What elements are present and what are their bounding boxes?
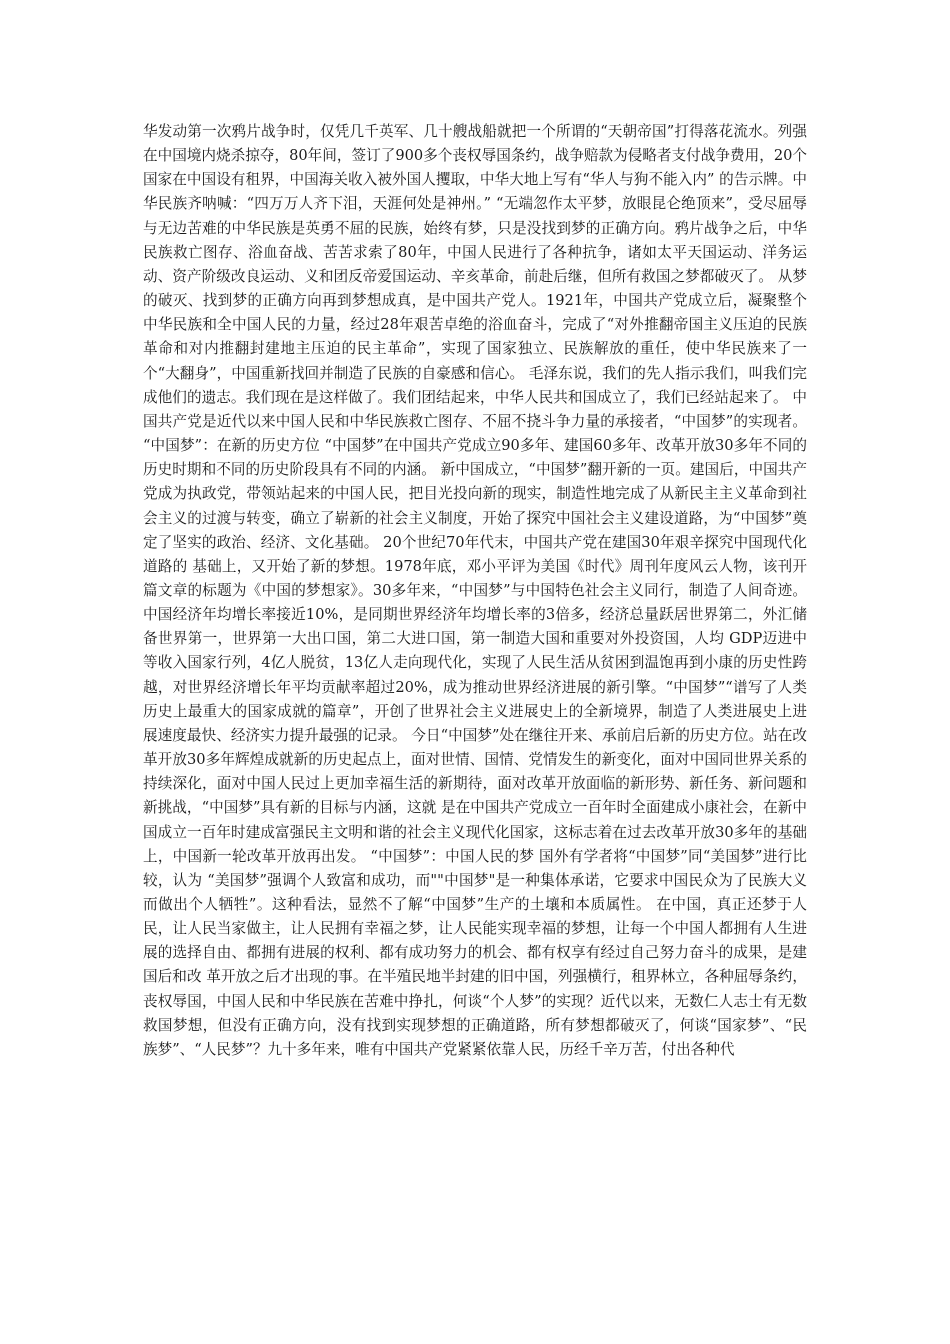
body-paragraph: 华发动第一次鸦片战争时，仅凭几千英军、几十艘战船就把一个所谓的“天朝帝国”打得落花流水。列强在中国境内烧杀掠夺，80年间，签订了900多个丧权辱国条约，战争赔款为侵略者支付战争费用，20个国家在中国设有租界，中国海关收入被外国人攫取，中华大地上写有“华人与狗不能入内” 的告示牌。中华民族齐呐喊：“四万万人齐下泪，天涯何处是神州。” “无端忽作太平梦，放眼昆仑绝顶来”，受尽屈辱与无边苦难的中华民族是英勇不屈的民族，始终有梦，只是没找到梦的正确方向。鸦片战争之后，中华民族救亡图存、浴血奋战、苦苦求索了80年，中国人民进行了各种抗争，诸如太平天国运动、洋务运动、资产阶级改良运动、义和团反帝爱国运动、辛亥革命，前赴后继，但所有救国之梦都破灭了。 从梦的破灭、找到梦的正确方向再到梦想成真，是中国共产党人。1921年，中国共产党成立后，凝聚整个中华民族和全中国人民的力量，经过28年艰苦卓绝的浴血奋斗，完成了“对外推翻帝国主义压迫的民族革命和对内推翻封建地主压迫的民主革命”，实现了国家独立、民族解放的重任，使中华民族来了一个“大翻身”，中国重新找回并制造了民族的自豪感和信心。 毛泽东说，我们的先人指示我们，叫我们完成他们的遗志。我们现在是这样做了。我们团结起来，中华人民共和国成立了，我们已经站起来了。 中国共产党是近代以来中国人民和中华民族救亡图存、不屈不挠斗争力量的承接者，“中国梦”的实现者。 “中国梦”：在新的历史方位 “中国梦”在中国共产党成立90多年、建国60多年、改革开放30多年不同的历史时期和不同的历史阶段具有不同的内涵。 新中国成立，“中国梦”翻开新的一页。建国后，中国共产党成为执政党，带领站起来的中国人民，把目光投向新的现实，制造性地完成了从新民主主义革命到社会主义的过渡与转变，确立了崭新的社会主义制度，开始了探究中国社会主义建设道路，为“中国梦”奠定了坚实的政治、经济、文化基础。 20个世纪70年代末，中国共产党在建国30年艰辛探究中国现代化道路的 基础上，又开始了新的梦想。1978年底，邓小平评为美国《时代》周刊年度风云人物，该刊开篇文章的标题为《中国的梦想家》。30多年来，“中国梦”与中国特色社会主义同行，制造了人间奇迹。中国经济年均增长率接近10%，是同期世界经济年均增长率的3倍多，经济总量跃居世界第二，外汇储备世界第一，世界第一大出口国，第二大进口国，第一制造大国和重要对外投资国，人均 GDP迈进中等收入国家行列，4亿人脱贫，13亿人走向现代化，实现了人民生活从贫困到温饱再到小康的历史性跨越，对世界经济增长年平均贡献率超过20%，成为推动世界经济进展的新引擎。“中国梦”“谱写了人类历史上最重大的国家成就的篇章”，开创了世界社会主义进展史上的全新境界，制造了人类进展史上进展速度最快、经济实力提升最强的记录。 今日“中国梦”处在继往开来、承前启后新的历史方位。站在改革开放30多年辉煌成就新的历史起点上，面对世情、国情、党情发生的新变化，面对中国同世界关系的持续深化，面对中国人民过上更加幸福生活的新期待，面对改革开放面临的新形势、新任务、新问题和新挑战，“中国梦”具有新的目标与内涵，这就 是在中国共产党成立一百年时全面建成小康社会，在新中国成立一百年时建成富强民主文明和谐的社会主义现代化国家，这标志着在过去改革开放30多年的基础上，中国新一轮改革开放再出发。 “中国梦”：中国人民的梦 国外有学者将“中国梦”同“美国梦”进行比较，认为 “美国梦”强调个人致富和成功，而""中国梦"是一种集体承诺，它要求中国民众为了民族大义而做出个人牺牲”。这种看法，显然不了解“中国梦”生产的土壤和本质属性。 在中国，真正还梦于人民，让人民当家做主，让人民拥有幸福之梦，让人民能实现幸福的梦想，让每一个中国人都拥有人生进展的选择自由、都拥有进展的权利、都有成功努力的机会、都有权享有经过自己努力奋斗的成果，是建国后和改 革开放之后才出现的事。在半殖民地半封建的旧中国，列强横行，租界林立，各种屈辱条约，丧权辱国，中国人民和中华民族在苦难中挣扎，何谈“个人梦”的实现？近代以来，无数仁人志士有无数救国梦想，但没有正确方向，没有找到实现梦想的正确道路，所有梦想都破灭了，何谈“国家梦”、“民族梦”、“人民梦”？九十多年来，唯有中国共产党紧紧依靠人民，历经千辛万苦，付出各种代 — [143, 123, 807, 1058]
